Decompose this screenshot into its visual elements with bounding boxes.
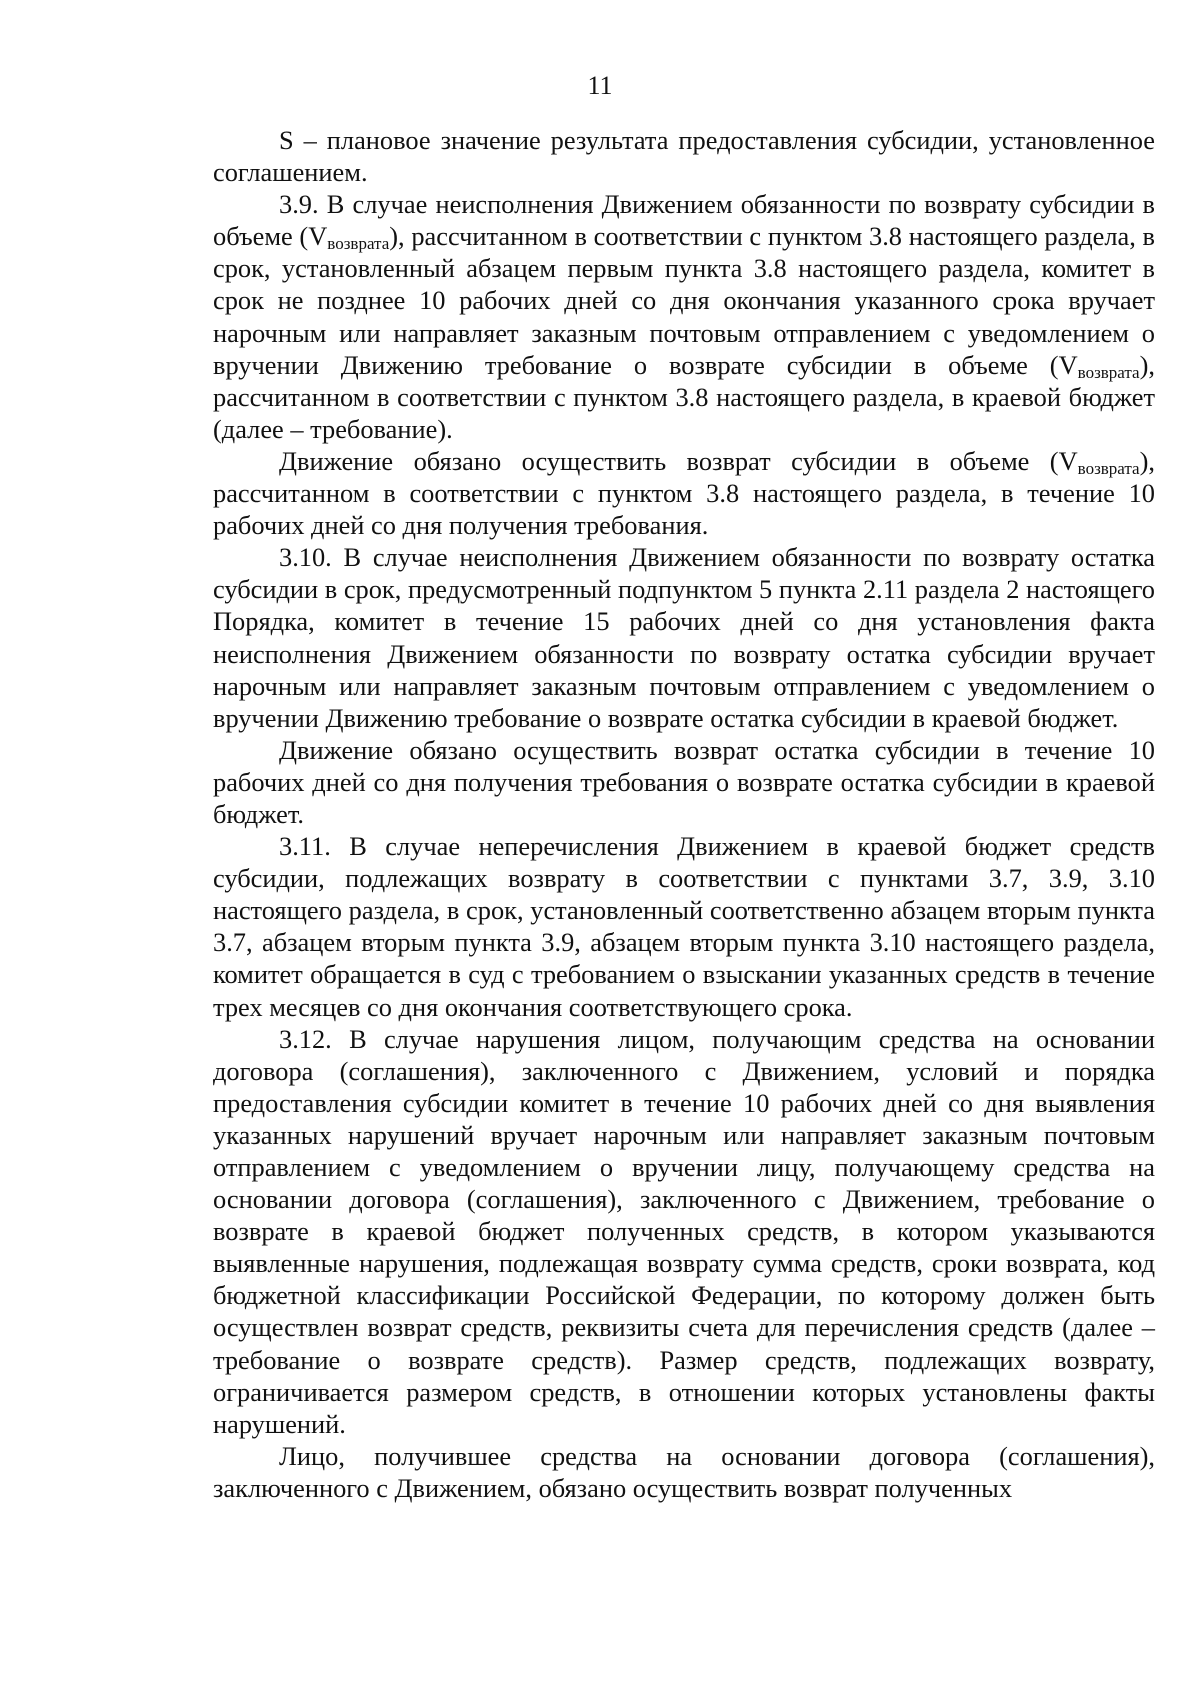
paragraph-3-12: 3.12. В случае нарушения лицом, получающим средства на основании договора (соглашения), заключенного с Движением, условий и порядка предоставления субсидии комитет в течение 10 рабочих дней со дня выявления указанных нарушений вручает нарочным или направляет заказным почтовым отправлением с уведомлением о вручении лицу, получающему средства на основании договора (соглашения), заключенного с Движением, требование о возврате в краевой бюджет полученных средств, в котором указываются выявленные нарушения, подлежащая возврату сумма средств, сроки возврата, код бюджетной классификации Российской Федерации, по которому должен быть осуществлен возврат средств, реквизиты счета для перечисления средств (далее – требование о возврате средств). Размер средств, подлежащих возврату, ограничивается размером средств, в отношении которых установлены факты нарушений. [213, 1023, 1155, 1439]
paragraph-3-9-part-b: ), рассчитанном в соответствии с пунктом 3.8 настоящего раздела, в срок, установленный абзацем первым пункта 3.8 настоящего раздела, комитет в срок не позднее 10 рабочих дней со дня окончания указанного срока вручает нарочным или направляет заказным почтовым отправлением с уведомлением о вручении Движению требование о возврате субсидии в объеме (V [213, 221, 1156, 380]
v-return-subscript: возврата [1077, 458, 1140, 478]
paragraph-obligation-return [213, 445, 1155, 541]
paragraph-obligation-part-a: Движение обязано осуществить возврат субсидии в объеме (V [279, 445, 1078, 476]
paragraph-obligation-part-b: ), рассчитанном в соответствии с пунктом 3.8 настоящего раздела, в течение 10 рабочих дней со дня получения требования. [213, 445, 1155, 541]
paragraph-3-11: 3.11. В случае неперечисления Движением в краевой бюджет средств субсидии, подлежащих возврату в соответствии с пунктами 3.7, 3.9, 3.10 настоящего раздела, в срок, установленный соответственно абзацем вторым пункта 3.7, абзацем вторым пункта 3.9, абзацем вторым пункта 3.10 настоящего раздела, комитет обращается в суд с требованием о взыскании указанных средств в течение трех месяцев со дня окончания соответствующего срока. [213, 831, 1155, 1022]
paragraph-3-9-part-a: 3.9. В случае неисполнения Движением обязанности по возврату субсидии в объеме (V [213, 189, 1155, 252]
v-return-subscript: возврата [1077, 362, 1140, 382]
v-return-subscript: возврата [327, 234, 390, 254]
paragraph-3-9-part-c: ), рассчитанном в соответствии с пунктом 3.8 настоящего раздела, в краевой бюджет (далее – требование). [213, 349, 1155, 444]
paragraph-3-10: 3.10. В случае неисполнения Движением обязанности по возврату остатка субсидии в срок, предусмотренный подпунктом 5 пункта 2.11 раздела 2 настоящего Порядка, комитет в течение 15 рабочих дней со дня установления факта неисполнения Движением обязанности по возврату остатка субсидии вручает нарочным или направляет заказным почтовым отправлением с уведомлением о вручении Движению требование о возврате остатка субсидии в краевой бюджет. [213, 542, 1155, 733]
paragraph-remainder-return: Движение обязано осуществить возврат остатка субсидии в течение 10 рабочих дней со дня получения требования о возврате остатка субсидии в краевой бюджет. [213, 734, 1155, 829]
page-number: 11 [587, 71, 613, 100]
paragraph-recipient-obligation: Лицо, получившее средства на основании договора (соглашения), заключенного с Движением, обязано осуществить возврат полученных [213, 1440, 1155, 1503]
paragraph-3-9 [213, 188, 1155, 445]
document-body [213, 124, 1155, 1504]
paragraph-s-definition: S – плановое значение результата предоставления субсидии, установленное соглашением. [213, 125, 1155, 188]
